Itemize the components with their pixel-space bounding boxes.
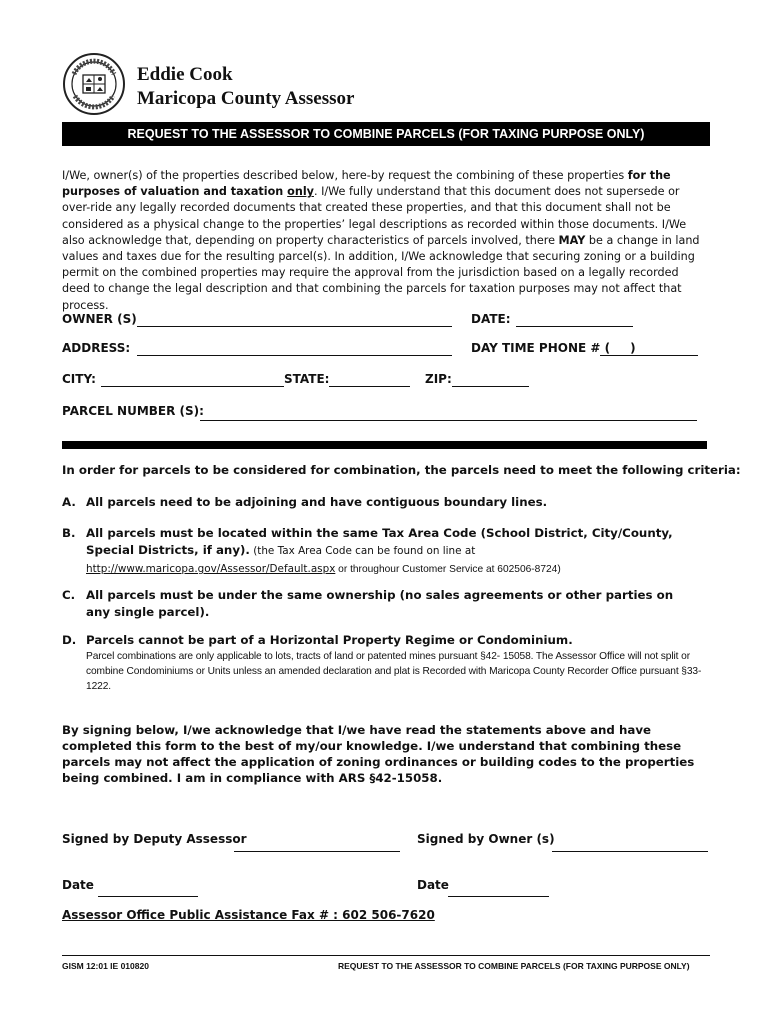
assessor-name: Eddie Cook: [137, 64, 233, 85]
criterion-b-letter: B.: [62, 526, 76, 540]
county-seal-logo: [62, 52, 126, 116]
criterion-b-text: All parcels must be located within the same Tax Area Code (School District, City/County, Special Districts, if any).: [86, 526, 673, 557]
deputy-signature-label: Signed by Deputy Assessor: [62, 832, 247, 846]
deputy-date-field[interactable]: [98, 896, 198, 897]
criterion-a-text: All parcels need to be adjoining and have contiguous boundary lines.: [86, 495, 548, 509]
footer-form-title: REQUEST TO THE ASSESSOR TO COMBINE PARCELS (FOR TAXING PURPOSE ONLY): [338, 961, 690, 971]
zip-label: ZIP:: [425, 372, 452, 386]
parcel-number-label: PARCEL NUMBER (S):: [62, 404, 204, 418]
address-label: ADDRESS:: [62, 341, 131, 355]
owner-date-label: Date: [417, 878, 449, 892]
assessor-title: Maricopa County Assessor: [137, 88, 355, 109]
phone-label: DAY TIME PHONE # ( ): [471, 341, 636, 355]
section-divider: [62, 441, 707, 449]
criterion-d-text: Parcels cannot be part of a Horizontal Property Regime or Condominium.: [86, 633, 573, 647]
parcel-number-field[interactable]: [200, 420, 697, 421]
state-label: STATE:: [284, 372, 330, 386]
owner-label: OWNER (S): [62, 312, 137, 326]
owner-field[interactable]: [137, 326, 452, 327]
deputy-signature-field[interactable]: [234, 851, 400, 852]
criterion-b: B. All parcels must be located within the same Tax Area Code (School District, City/County, Special Districts, if any). (the Tax Area Code can be found on line at http://www.maricopa.gov/Assessor/Default.aspx or throughour Customer Service at 602506-8724): [62, 526, 673, 575]
criterion-d-letter: D.: [62, 633, 77, 647]
footer-form-code: GISM 12:01 IE 010820: [62, 961, 149, 971]
city-field[interactable]: [101, 386, 284, 387]
deputy-date-label: Date: [62, 878, 94, 892]
form-title-banner: REQUEST TO THE ASSESSOR TO COMBINE PARCELS (FOR TAXING PURPOSE ONLY): [62, 122, 710, 146]
date-field[interactable]: [516, 326, 633, 327]
intro-paragraph: I/We, owner(s) of the properties described below, here-by request the combining of these properties for the purposes of valuation and taxation only. I/We fully understand that this document does not supersede or over-ride any legally recorded documents that created these properties, and that this document shall not be considered as a physical change to the properties’ legal descriptions as recorded within those documents. I/We also acknowledge that, depending on property characteristics of parcels involved, there MAY be a change in land values and taxes due for the resulting parcel(s). In addition, I/We acknowledge that securing zoning or a building permit on the combined properties may require the approval from the jurisdiction based on a legally recorded deed to change the legal description and that combining the parcels for taxation purposes may not affect that process.: [62, 169, 700, 312]
owner-date-field[interactable]: [448, 896, 549, 897]
date-label: DATE:: [471, 312, 511, 326]
state-field[interactable]: [329, 386, 410, 387]
criterion-a-letter: A.: [62, 495, 76, 509]
criterion-a: [62, 494, 710, 511]
owner-signature-label: Signed by Owner (s): [417, 832, 555, 846]
fax-number: Assessor Office Public Assistance Fax # : 602 506-7620: [62, 908, 435, 922]
criterion-c-text: All parcels must be under the same ownership (no sales agreements or other parties on any single parcel).: [86, 588, 674, 619]
criterion-c-letter: C.: [62, 588, 76, 602]
footer-rule: [62, 955, 710, 956]
criterion-c: [62, 587, 710, 621]
criterion-d: [62, 632, 710, 694]
city-label: CITY:: [62, 372, 96, 386]
owner-signature-field[interactable]: [552, 851, 708, 852]
phone-field[interactable]: [600, 355, 698, 356]
acknowledgement-statement: By signing below, I/we acknowledge that I/we have read the statements above and have completed this form to the best of my/our knowledge. I/we understand that combining these parcels may not affect the application of zoning ordinances or building codes to the properties being combined. I am in compliance with ARS §42-15058.: [62, 723, 695, 785]
criterion-d-note: Parcel combinations are only applicable to lots, tracts of land or patented mines pursuant §42- 15058. The Assessor Office will not split or combine Condominiums or Units unless an amended declaration and plat is Recorded with Maricopa County Recorder Office pursuant §33-1222.: [86, 651, 702, 692]
criteria-heading: In order for parcels to be considered for combination, the parcels need to meet the following criteria:: [62, 463, 741, 477]
assessor-website-link[interactable]: http://www.maricopa.gov/Assessor/Default.aspx: [86, 563, 336, 575]
address-field[interactable]: [137, 355, 452, 356]
zip-field[interactable]: [452, 386, 529, 387]
